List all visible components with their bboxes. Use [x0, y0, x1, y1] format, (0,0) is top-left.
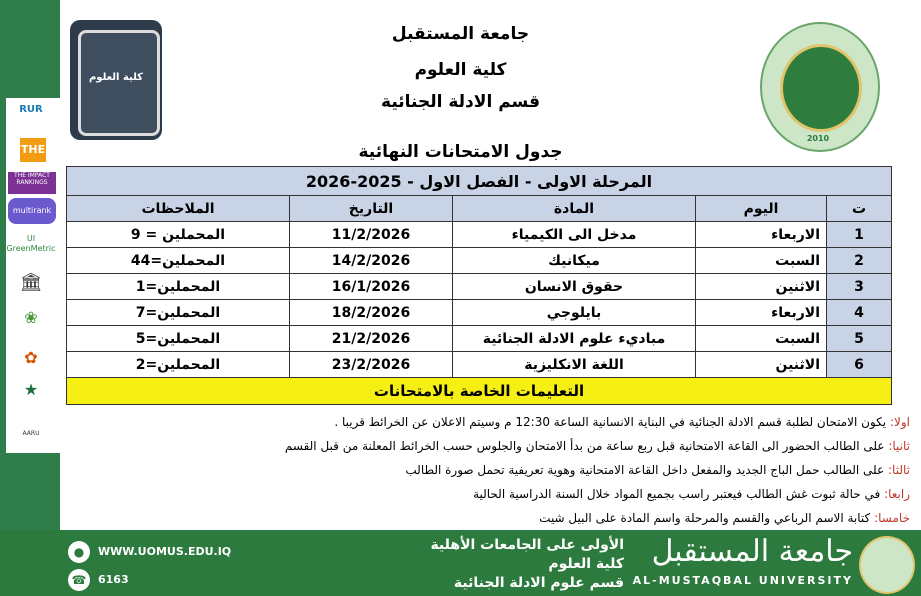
row-date: 23/2/2026	[290, 352, 453, 378]
row-num: 1	[827, 222, 892, 248]
sdg-logo: ✿	[24, 348, 38, 367]
footer-banner	[60, 530, 921, 596]
row-day: الاثنين	[696, 274, 827, 300]
row-subject: مدخل الى الكيمياء	[453, 222, 696, 248]
instruction-label: اولا:	[889, 415, 910, 429]
row-notes: المحملين=5	[67, 326, 290, 352]
website-link[interactable]: WWW.UOMUS.EDU.IQ	[98, 545, 232, 558]
phone-number: 6163	[98, 573, 129, 586]
row-date: 11/2/2026	[290, 222, 453, 248]
row-notes: المحملين = 9	[67, 222, 290, 248]
rur-logo: RUR	[19, 104, 43, 115]
row-subject: مباديء علوم الادلة الجنائية	[453, 326, 696, 352]
crest-shape	[78, 30, 160, 136]
stage-label: المرحلة الاولى - الفصل الاول - 2025-2026	[67, 167, 892, 196]
the-impact-logo: THE IMPACT RANKINGS	[8, 172, 56, 194]
table-row	[67, 248, 892, 274]
header-notes: الملاحظات	[67, 196, 290, 222]
row-notes: المحملين=44	[67, 248, 290, 274]
footer-brand-arabic: جامعة المستقبل	[651, 534, 853, 569]
footer-seal-logo	[859, 536, 915, 594]
stage-row	[67, 167, 892, 196]
instruction-label: رابعا:	[884, 487, 910, 501]
instruction-text: يكون الامتحان لطلبة قسم الادلة الجنائية في البناية الانسانية الساعة 12:30 م وسيتم الاعلان عن الخرائط قريبا .	[334, 415, 887, 429]
row-num: 2	[827, 248, 892, 274]
the-logo: THE	[20, 138, 46, 162]
instruction-text: على الطالب الحضور الى القاعة الامتحانية قبل ربع ساعة من بدأ الامتحان والجلوس حسب الخرائط المعلنة من قبل القسم	[284, 439, 885, 453]
tagline-line-3: قسم علوم الادلة الجنائية	[453, 575, 624, 591]
instruction-item	[64, 458, 914, 482]
instruction-item	[64, 506, 914, 530]
row-num: 4	[827, 300, 892, 326]
department-name: قسم الادلة الجنائية	[381, 92, 540, 112]
greenmetric-logo: UI GreenMetric	[6, 234, 56, 253]
instructions-title: التعليمات الخاصة بالامتحانات	[67, 378, 892, 405]
table-header-row	[67, 196, 892, 222]
row-notes: المحملين=7	[67, 300, 290, 326]
arqam-logo: 🏛	[19, 272, 43, 293]
university-name: جامعة المستقبل	[391, 24, 530, 44]
aaru-logo: AARU	[22, 430, 40, 437]
college-logo-text: كلية العلوم	[88, 72, 144, 83]
instruction-label: ثالثا:	[888, 463, 910, 477]
row-day: السبت	[696, 248, 827, 274]
header-num: ت	[827, 196, 892, 222]
table-row	[67, 326, 892, 352]
instruction-item	[64, 410, 914, 434]
table-row	[67, 300, 892, 326]
row-subject: بايلوجي	[453, 300, 696, 326]
website-row	[68, 538, 268, 566]
row-num: 3	[827, 274, 892, 300]
footer-tagline	[304, 536, 624, 593]
row-date: 14/2/2026	[290, 248, 453, 274]
instruction-text: على الطالب حمل الباج الجديد والمفعل داخل القاعة الامتحانية وهوية تعريفية تحمل صورة الطالب	[405, 463, 885, 477]
row-day: الاربعاء	[696, 222, 827, 248]
row-subject: اللغة الانكليزية	[453, 352, 696, 378]
table-row	[67, 352, 892, 378]
tagline-line-1: الأولى على الجامعات الأهلية	[430, 537, 624, 553]
seal-year: 2010	[806, 134, 830, 143]
instruction-text: كتابة الاسم الرباعي والقسم والمرحلة واسم المادة على البيل شيت	[539, 511, 871, 525]
row-num: 6	[827, 352, 892, 378]
row-day: الاثنين	[696, 352, 827, 378]
row-notes: المحملين=2	[67, 352, 290, 378]
header-date: التاريخ	[290, 196, 453, 222]
instruction-label: خامسا:	[874, 511, 910, 525]
row-subject: ميكانيك	[453, 248, 696, 274]
instruction-item	[64, 482, 914, 506]
multirank-logo: multirank	[8, 198, 56, 224]
footer-contact	[68, 538, 268, 594]
tagline-line-2: كلية العلوم	[548, 556, 624, 572]
instruction-text: في حالة ثبوت غش الطالب فيعتبر راسب بجميع المواد خلال السنة الدراسية الحالية	[473, 487, 881, 501]
exam-schedule-table	[66, 166, 892, 405]
instruction-label: ثانيا:	[888, 439, 910, 453]
schedule-title: جدول الامتحانات النهائية	[358, 142, 563, 162]
instructions-list	[64, 410, 914, 530]
header-day: اليوم	[696, 196, 827, 222]
globe-icon: ●	[68, 541, 90, 563]
row-subject: حقوق الانسان	[453, 274, 696, 300]
footer-corner	[0, 530, 60, 596]
unesco-logo: ❀	[24, 308, 38, 327]
row-notes: المحملين=1	[67, 274, 290, 300]
row-day: الاربعاء	[696, 300, 827, 326]
table-row	[67, 274, 892, 300]
row-day: السبت	[696, 326, 827, 352]
seal-core	[780, 44, 862, 132]
row-num: 5	[827, 326, 892, 352]
college-name: كلية العلوم	[414, 60, 507, 80]
header-subject: المادة	[453, 196, 696, 222]
row-date: 16/1/2026	[290, 274, 453, 300]
instruction-item	[64, 434, 914, 458]
phone-icon: ☎	[68, 569, 90, 591]
row-date: 18/2/2026	[290, 300, 453, 326]
arab-universities-logo: ★	[23, 380, 39, 399]
row-date: 21/2/2026	[290, 326, 453, 352]
instructions-title-row	[67, 378, 892, 405]
phone-row	[68, 566, 268, 594]
footer-brand-english: AL-MUSTAQBAL UNIVERSITY	[632, 574, 853, 587]
table-row	[67, 222, 892, 248]
